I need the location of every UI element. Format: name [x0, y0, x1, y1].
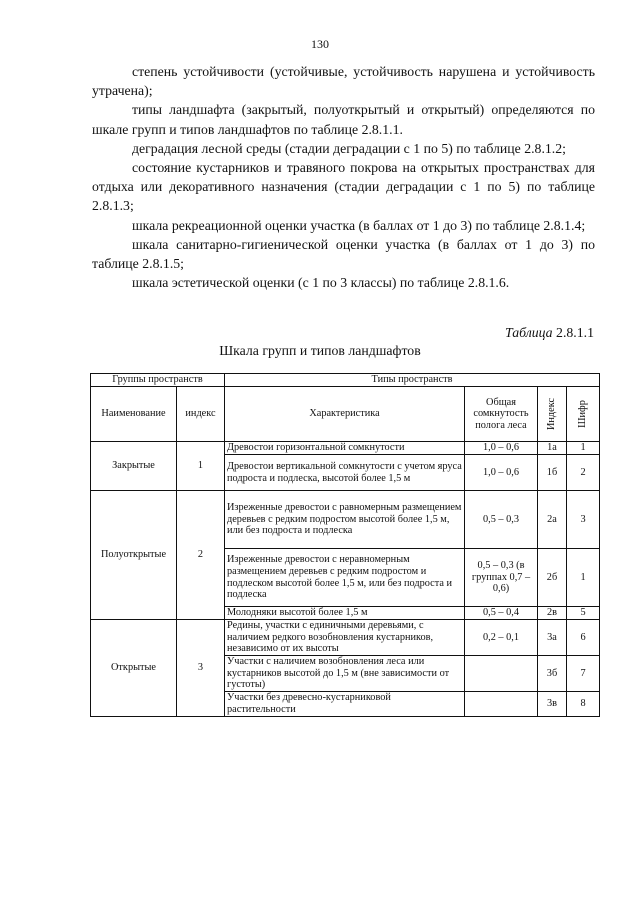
table-title: Шкала групп и типов ландшафтов: [219, 343, 421, 358]
row-characteristic: Изреженные древостои с равномерным размещением деревьев с редким подростом высотой более 1,5 м, или без подроста и подлеска: [225, 491, 465, 549]
table-caption-label: Таблица: [505, 325, 553, 340]
row-code: 6: [567, 620, 600, 656]
row-type-index: 2б: [538, 549, 567, 607]
table-row: [91, 491, 600, 549]
row-type-index: 2а: [538, 491, 567, 549]
paragraph: шкала эстетической оценки (с 1 по 3 классы) по таблице 2.8.1.6.: [132, 275, 510, 291]
row-code: 1: [567, 442, 600, 455]
col-name-header: Наименование: [91, 387, 177, 442]
table-caption-number: 2.8.1.1: [556, 325, 594, 340]
group-index: 3: [177, 620, 225, 717]
row-density: 1,0 – 0,6: [465, 455, 538, 491]
row-density: 1,0 – 0,6: [465, 442, 538, 455]
row-characteristic: Древостои горизонтальной сомкнутости: [225, 442, 465, 455]
row-characteristic: Участки с наличием возобновления леса или кустарников высотой до 1,5 м (вне зависимости от густоты): [225, 656, 465, 692]
row-code: 2: [567, 455, 600, 491]
header-types: Типы пространств: [225, 374, 600, 387]
row-type-index: 1а: [538, 442, 567, 455]
row-characteristic: Древостои вертикальной сомкнутости с учетом яруса подроста и подлеска, высотой более 1,5 м: [225, 455, 465, 491]
row-type-index: 3б: [538, 656, 567, 692]
row-code: 7: [567, 656, 600, 692]
col-index-header: индекс: [177, 387, 225, 442]
col-type-index-header: [538, 387, 567, 442]
row-type-index: 1б: [538, 455, 567, 491]
group-name: Открытые: [91, 620, 177, 717]
row-density: [465, 656, 538, 692]
table-caption: [505, 325, 594, 341]
paragraph: типы ландшафта (закрытый, полуоткрытый и открытый) определяются по шкале групп и типов ландшафтов по таблице 2.8.1.1.: [92, 102, 595, 137]
row-type-index: 3в: [538, 692, 567, 717]
paragraph: шкала санитарно-гигиенической оценки участка (в баллах от 1 до 3) по таблице 2.8.1.5;: [92, 236, 595, 272]
row-density: 0,2 – 0,1: [465, 620, 538, 656]
col-code-label: Шифр: [577, 400, 589, 428]
row-code: 8: [567, 692, 600, 717]
page-number: 130: [311, 37, 329, 51]
col-density-header: Общая сомкнутость полога леса: [465, 387, 538, 442]
landscape-types-table: [90, 373, 600, 717]
paragraph: состояние кустарников и травяного покрова на открытых пространствах для отдыха или декоративного назначения (стадии деградации с 1 по 5) по таблице 2.8.1.3;: [92, 160, 595, 214]
paragraph: степень устойчивости (устойчивые, устойчивость нарушена и устойчивость утрачена);: [92, 64, 595, 99]
row-code: 5: [567, 607, 600, 620]
row-type-index: 2в: [538, 607, 567, 620]
paragraph: шкала рекреационной оценки участка (в баллах от 1 до 3) по таблице 2.8.1.4;: [132, 217, 586, 233]
row-type-index: 3а: [538, 620, 567, 656]
body-text: [92, 62, 595, 292]
row-code: 1: [567, 549, 600, 607]
row-characteristic: Молодняки высотой более 1,5 м: [225, 607, 465, 620]
col-type-index-label: Индекс: [546, 397, 558, 431]
table-row: [91, 442, 600, 455]
col-char-header: Характеристика: [225, 387, 465, 442]
row-code: 3: [567, 491, 600, 549]
group-index: 2: [177, 491, 225, 620]
row-density: 0,5 – 0,3: [465, 491, 538, 549]
row-characteristic: Редины, участки с единичными деревьями, с наличием редкого возобновления кустарников, независимо от их высоты: [225, 620, 465, 656]
row-density: 0,5 – 0,3 (в группах 0,7 – 0,6): [465, 549, 538, 607]
group-name: Полуоткрытые: [91, 491, 177, 620]
header-groups: Группы пространств: [91, 374, 225, 387]
row-density: 0,5 – 0,4: [465, 607, 538, 620]
row-density: [465, 692, 538, 717]
group-index: 1: [177, 442, 225, 491]
table-row: [91, 620, 600, 656]
col-code-header: [567, 387, 600, 442]
paragraph: деградация лесной среды (стадии деградации с 1 по 5) по таблице 2.8.1.2;: [132, 140, 566, 156]
row-characteristic: Участки без древесно-кустарниковой растительности: [225, 692, 465, 717]
group-name: Закрытые: [91, 442, 177, 491]
row-characteristic: Изреженные древостои с неравномерным размещением деревьев с редким подростом и подлеском высотой более 1,5 м, или без подроста и подлеска: [225, 549, 465, 607]
